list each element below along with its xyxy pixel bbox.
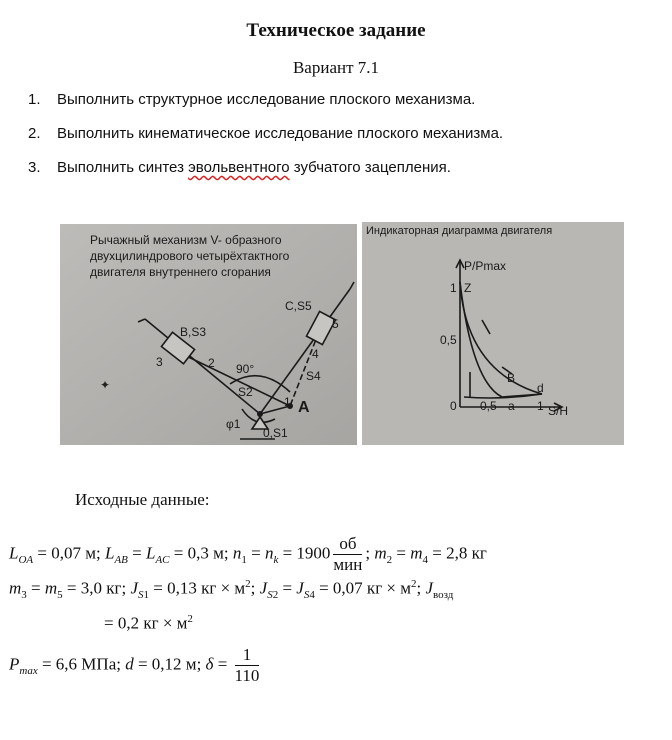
- task-number: 3.: [28, 159, 41, 176]
- fraction-delta: $\frac{1}{110}$: [234, 645, 260, 685]
- speck-icon: ✦: [100, 378, 111, 392]
- task-text: Выполнить структурное исследование плоского механизма.: [57, 91, 476, 108]
- task-text: Выполнить синтез: [57, 159, 189, 176]
- task-2: [28, 125, 503, 142]
- diagram-title: Индикаторная диаграмма двигателя: [366, 225, 553, 237]
- spellcheck-word: эвольвентного: [188, 159, 290, 176]
- x-axis-label: S/H: [548, 404, 569, 418]
- y-tick: 1: [450, 281, 457, 295]
- label-2: 2: [208, 356, 215, 370]
- task-text: зубчатого зацепления.: [289, 159, 451, 176]
- y-axis-label: P/Pmax: [464, 259, 507, 273]
- x-tick: 0: [450, 399, 457, 413]
- val-d: = 0,12 м;: [137, 654, 202, 674]
- task-number: 2.: [28, 125, 41, 142]
- val-lab: =: [132, 543, 142, 563]
- label-3: 3: [156, 355, 163, 369]
- diagram-photo: [362, 222, 624, 445]
- val-js4: = 0,07 кг × м: [319, 578, 412, 598]
- label-cs5: C,S5: [285, 299, 312, 313]
- val-lac: = 0,3 м;: [173, 543, 229, 563]
- task-text: Выполнить кинематическое исследование плоского механизма.: [57, 125, 504, 142]
- label-os1: 0,S1: [263, 426, 288, 440]
- given-heading: Исходные данные:: [75, 490, 210, 509]
- x-tick: 1: [537, 399, 544, 413]
- mech-caption-3: двигателя внутреннего сгорания: [90, 265, 271, 279]
- val-nk: = 1900: [282, 543, 331, 563]
- val-m2: =: [396, 543, 406, 563]
- label-phi: φ1: [226, 417, 241, 431]
- doc-title: Техническое задание: [246, 20, 426, 41]
- label-angle: 90°: [236, 362, 255, 376]
- label-a: A: [298, 399, 310, 416]
- task-number: 1.: [28, 91, 41, 108]
- val-pmax: = 6,6 МПа;: [41, 654, 121, 674]
- label-5: 5: [332, 317, 339, 331]
- formula-line-2: $m_3 = m_5 = 3,0$ кг; $J_{S1} = 0,13$ кг × $м^2$; $J_{S2} = J_{S4} = 0,07$ кг × $м^2$; $J_{возд}$: [9, 578, 454, 602]
- val-jvozd: = 0,2 кг × м: [104, 613, 188, 633]
- formula-line-1: $L_{OA} = 0,07$ м; $L_{AB} = L_{AC} = 0,3$ м; $n_1 = n_k = 1900$ $\frac{об}{\text{мин}}$ ; $m_2 = m_4 = 2,8$ кг: [9, 534, 487, 574]
- task-1: [28, 91, 475, 108]
- fraction-rpm: $\frac{об}{\text{мин}}$: [333, 534, 363, 574]
- label-bs3: B,S3: [180, 325, 207, 339]
- val-m3: =: [31, 578, 41, 598]
- label-s2: S2: [238, 385, 253, 399]
- variant-label: Вариант 7.1: [292, 58, 380, 77]
- y-tick: 0,5: [440, 333, 457, 347]
- x-tick: 0,5: [480, 399, 497, 413]
- point-a: a: [508, 399, 515, 413]
- mech-caption-1: Рычажный механизм V- образного: [90, 233, 282, 247]
- val-m5: = 3,0 кг;: [66, 578, 127, 598]
- label-1: 1: [284, 395, 291, 409]
- formula-line-3: = 0,2 кг × $м^2$: [104, 613, 193, 633]
- point-d: d: [537, 381, 544, 395]
- formula-line-4: $P_{max} = 6,6$ МПа; d = 0,12 м; δ = $\frac{1}{110}$: [9, 645, 260, 685]
- task-3: [28, 159, 451, 176]
- point-z: Z: [464, 281, 472, 295]
- val-js2: =: [282, 578, 293, 598]
- val-js1: = 0,13 кг × м: [153, 578, 246, 598]
- point-b: B: [507, 371, 516, 385]
- label-4: 4: [312, 347, 319, 361]
- val-n1: =: [251, 543, 261, 563]
- mech-caption-2: двухцилиндрового четырёхтактного: [90, 249, 290, 263]
- label-s4: S4: [306, 369, 321, 383]
- val-loa: = 0,07 м;: [37, 543, 101, 563]
- jvozd-sub: возд: [433, 589, 454, 602]
- mechanism-photo: [60, 224, 357, 445]
- val-m4: = 2,8 кг: [432, 543, 487, 563]
